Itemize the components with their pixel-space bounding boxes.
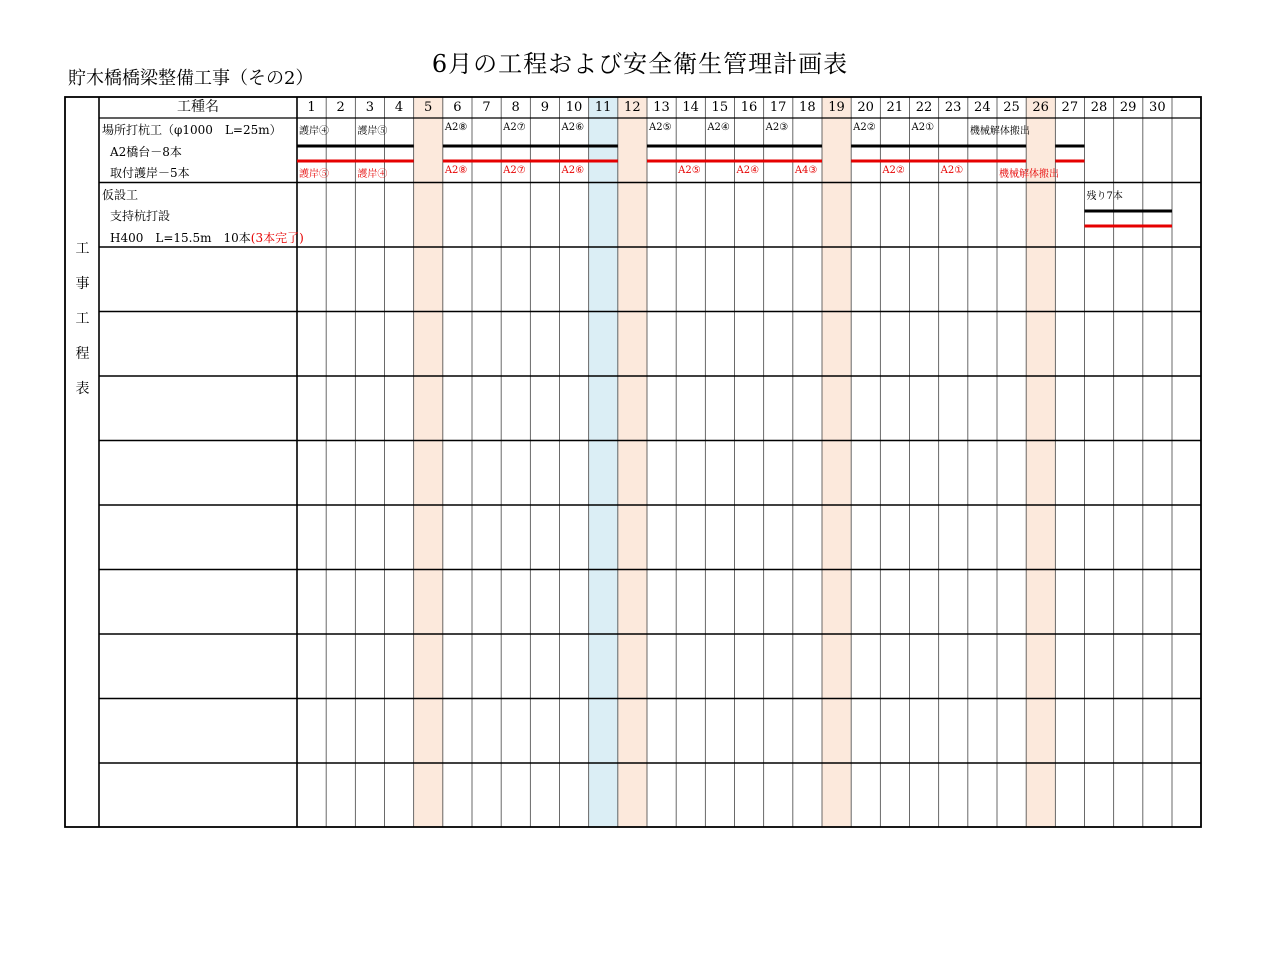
plan-label: A2⑥ — [561, 122, 585, 133]
day-number: 11 — [594, 100, 612, 115]
day-number: 4 — [394, 100, 404, 115]
holiday-column — [1026, 97, 1055, 827]
day-number: 23 — [944, 100, 962, 115]
day-number: 16 — [740, 100, 758, 115]
row2-line2: 支持杭打設 — [110, 209, 171, 223]
actual-label: A2⑤ — [678, 165, 701, 176]
actual-label: 護岸⑤ — [299, 169, 329, 180]
day-number: 18 — [799, 100, 816, 115]
day-number: 19 — [828, 100, 845, 115]
plan-label: A2⑤ — [649, 122, 672, 133]
plan-label: 護岸④ — [299, 126, 329, 137]
day-number: 26 — [1032, 100, 1049, 115]
plan-label: A2② — [853, 122, 876, 133]
plan-label: A2⑧ — [444, 122, 468, 133]
actual-label: A2② — [882, 165, 905, 176]
row2-line3-complete: (3本完了) — [250, 231, 304, 245]
header-work-name: 工種名 — [177, 99, 219, 115]
day-number: 15 — [711, 100, 729, 115]
day-number: 24 — [974, 100, 991, 115]
day-number: 21 — [886, 100, 904, 115]
day-number: 9 — [540, 100, 549, 115]
day-number: 10 — [565, 100, 583, 115]
day-number: 6 — [453, 100, 462, 115]
side-label-char: 工 — [75, 311, 90, 327]
project-name: 貯木橋橋梁整備工事（その2） — [68, 68, 314, 89]
day-number: 5 — [424, 100, 433, 115]
day-number: 22 — [915, 100, 933, 115]
day-number: 2 — [336, 100, 345, 115]
day-number: 25 — [1003, 100, 1020, 115]
day-number: 28 — [1090, 100, 1108, 115]
row1-line2: A2橋台－8本 — [110, 145, 182, 159]
side-label-char: 表 — [75, 381, 90, 397]
day-number: 13 — [653, 100, 670, 115]
row1-line1: 場所打杭工（φ1000 L=25m） — [102, 123, 282, 137]
plan-label: 護岸⑤ — [357, 126, 388, 137]
plan-label: A2③ — [765, 122, 789, 133]
plan-label: A2④ — [707, 122, 730, 133]
row2-line3-text: H400 L=15.5m 10本 — [110, 231, 251, 245]
day-number: 8 — [511, 100, 520, 115]
actual-label: 機械解体搬出 — [999, 169, 1059, 180]
day-number: 30 — [1149, 100, 1166, 115]
holiday-column — [618, 97, 647, 827]
remaining-note: 残り7本 — [1086, 191, 1123, 202]
actual-label: A2⑦ — [503, 165, 526, 176]
plan-label: A2⑦ — [503, 122, 526, 133]
actual-label: A4③ — [794, 165, 818, 176]
actual-label: A2① — [940, 165, 964, 176]
day-number: 12 — [624, 100, 641, 115]
day-number: 17 — [769, 100, 787, 115]
row2-line3 — [110, 229, 304, 246]
day-number: 27 — [1061, 100, 1079, 115]
actual-label: A2④ — [736, 165, 760, 176]
page-title: 6月の工程および安全衛生管理計画表 — [431, 50, 849, 78]
plan-label: A2① — [911, 122, 935, 133]
actual-label: 護岸④ — [357, 169, 388, 180]
day-number: 14 — [682, 100, 699, 115]
side-label-char: 工 — [75, 241, 90, 257]
holiday-column — [589, 97, 618, 827]
day-number: 1 — [307, 100, 316, 115]
side-label-char: 程 — [75, 346, 90, 362]
actual-label: A2⑥ — [561, 165, 585, 176]
day-number: 3 — [365, 100, 374, 115]
holiday-column — [822, 97, 851, 827]
side-label-char: 事 — [75, 276, 90, 292]
row1-line3: 取付護岸－5本 — [110, 166, 190, 180]
plan-label: 機械解体搬出 — [969, 126, 1030, 137]
day-number: 20 — [857, 100, 874, 115]
day-number: 7 — [482, 100, 491, 115]
actual-label: A2⑧ — [444, 165, 468, 176]
day-number: 29 — [1119, 100, 1137, 115]
holiday-column — [414, 97, 443, 827]
row2-line1: 仮設工 — [102, 188, 139, 202]
side-label — [66, 232, 99, 407]
